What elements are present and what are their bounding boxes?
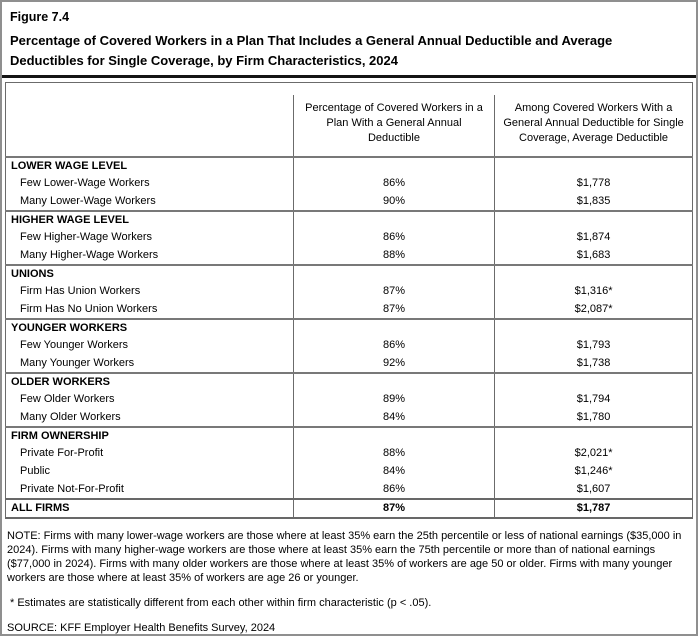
deductible-value: $2,087* [495,301,693,319]
row-label: Few Older Workers [20,393,115,405]
pct-value: 86% [293,337,494,355]
table-row [6,283,693,301]
table-body [6,157,693,499]
note-text: NOTE: Firms with many lower-wage workers are those where at least 35% earn the 25th percentile or less of national earnings ($35,000 in 2024). Firms with many higher-wage workers are those where at least 35% earn the 75th percentile or more than of national earnings ($77,000 in 2024). Firms with many older workers are those where at least 35% of workers are age 50 or older. Firms with many younger workers are those where at least 35% of workers are age 26 or younger. [7,529,682,584]
table-row [6,247,693,265]
row-label: Many Younger Workers [20,356,135,369]
table-row [6,445,693,463]
column-header-row [6,95,693,157]
pct-value: 90% [293,193,494,211]
row-label: Public [20,465,50,477]
empty-cell [293,427,494,445]
table-row [6,229,693,247]
deductible-value: $1,780 [495,409,693,427]
deductible-value: $1,738 [495,355,693,373]
pct-value: 88% [293,445,494,463]
spacer-cell [6,83,294,95]
deductible-value: $2,021* [495,445,693,463]
empty-cell [293,265,494,283]
table-row [6,175,693,193]
table-row [6,193,693,211]
pct-value: 89% [293,391,494,409]
empty-cell [495,211,693,229]
pct-value: 86% [293,229,494,247]
row-label: Many Higher-Wage Workers [20,248,159,261]
section-header-row [6,265,693,283]
figure-header [2,2,696,71]
table-container [2,78,696,519]
row-label: Many Lower-Wage Workers [20,194,156,207]
source-note: SOURCE: KFF Employer Health Benefits Survey, 2024 [7,621,276,634]
total-deductible-value: $1,787 [495,499,693,518]
asterisk-note: * Estimates are statistically different from each other within firm characteristic (p < .05). [10,596,432,609]
column-header-average-deductible: Among Covered Workers With a General Annual Deductible for Single Coverage, Average Deductible [495,95,693,157]
pct-value: 86% [293,175,494,193]
header-spacer-row [6,83,693,95]
row-label: Few Younger Workers [20,339,129,351]
row-label: Few Higher-Wage Workers [20,231,153,243]
deductible-value: $1,794 [495,391,693,409]
row-label: Many Older Workers [20,410,121,423]
figure-number: Figure 7.4 [10,10,70,24]
table-row [6,481,693,499]
deductible-value: $1,316* [495,283,693,301]
table-row [6,355,693,373]
section-header-label: UNIONS [6,265,294,283]
figure-title: Percentage of Covered Workers in a Plan That Includes a General Annual Deductible and Average Deductibles for Single Coverage, by Firm Characteristics, 2024 [10,33,613,68]
deductible-value: $1,683 [495,247,693,265]
deductibles-table [5,82,693,519]
pct-value: 86% [293,481,494,499]
empty-cell [495,319,693,337]
section-header-label: YOUNGER WORKERS [6,319,294,337]
total-row [6,499,693,518]
total-pct-value: 87% [293,499,494,518]
empty-cell [293,157,494,175]
empty-cell [293,211,494,229]
section-header-row [6,427,693,445]
pct-value: 87% [293,283,494,301]
empty-cell [293,373,494,391]
section-header-row [6,373,693,391]
pct-value: 88% [293,247,494,265]
section-header-row [6,211,693,229]
row-label: Firm Has Union Workers [20,285,141,297]
table-row [6,463,693,481]
column-header-percentage: Percentage of Covered Workers in a Plan With a General Annual Deductible [293,95,494,157]
table-row [6,409,693,427]
deductible-value: $1,246* [495,463,693,481]
empty-cell [495,427,693,445]
pct-value: 84% [293,463,494,481]
section-header-label: LOWER WAGE LEVEL [6,157,294,175]
deductible-value: $1,835 [495,193,693,211]
section-header-row [6,319,693,337]
row-label: Firm Has No Union Workers [20,302,158,315]
section-header-row [6,157,693,175]
pct-value: 84% [293,409,494,427]
deductible-value: $1,874 [495,229,693,247]
deductible-value: $1,793 [495,337,693,355]
column-header-blank [6,95,294,157]
deductible-value: $1,607 [495,481,693,499]
total-row-label: ALL FIRMS [6,499,294,518]
section-header-label: HIGHER WAGE LEVEL [6,211,294,229]
spacer-cell [293,83,494,95]
spacer-cell [495,83,693,95]
footnotes [2,519,696,635]
pct-value: 87% [293,301,494,319]
empty-cell [293,319,494,337]
table-row [6,301,693,319]
section-header-label: FIRM OWNERSHIP [6,427,294,445]
section-header-label: OLDER WORKERS [6,373,294,391]
empty-cell [495,373,693,391]
row-label: Private Not-For-Profit [20,482,124,495]
table-row [6,391,693,409]
empty-cell [495,265,693,283]
row-label: Private For-Profit [20,447,104,459]
table-row [6,337,693,355]
empty-cell [495,157,693,175]
row-label: Few Lower-Wage Workers [20,177,150,189]
pct-value: 92% [293,355,494,373]
deductible-value: $1,778 [495,175,693,193]
